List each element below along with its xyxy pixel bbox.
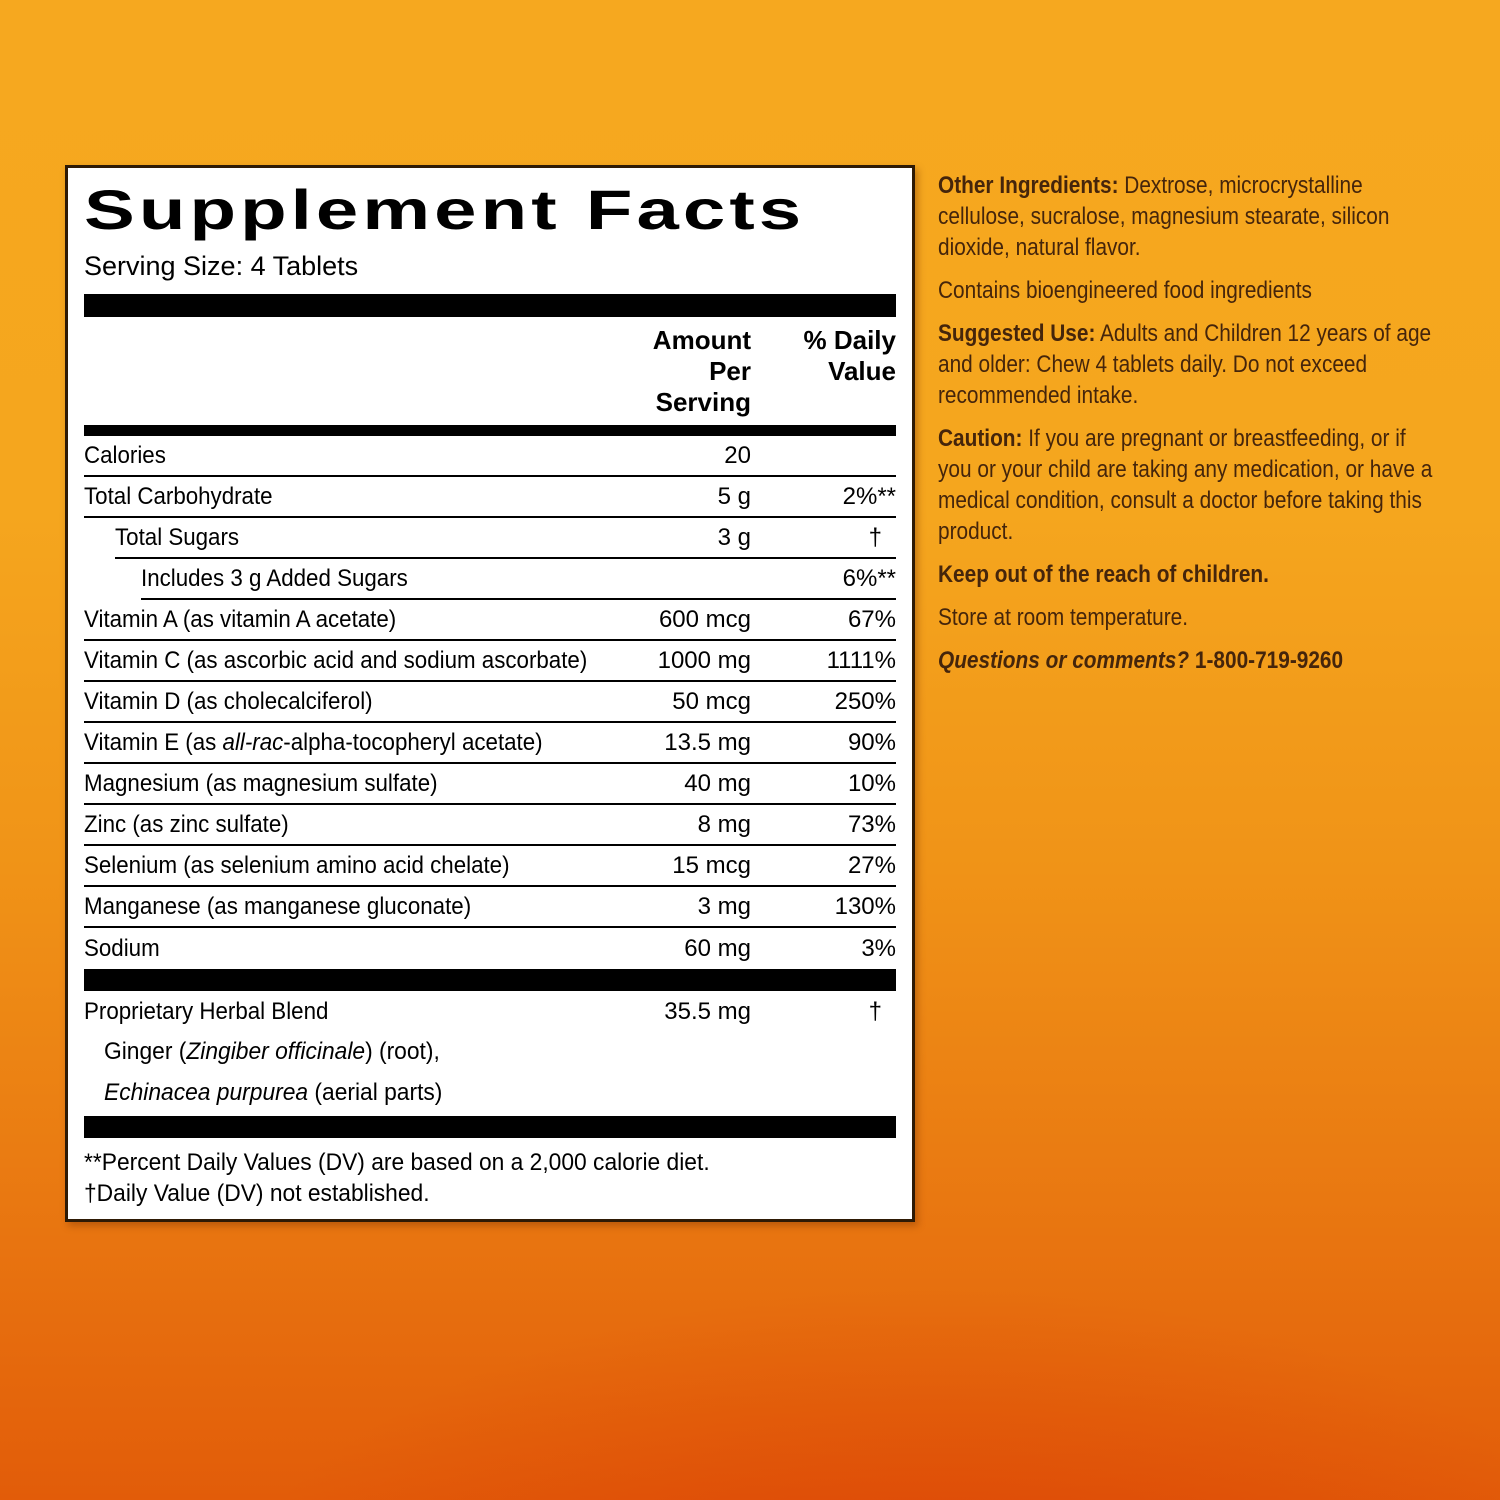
nutrient-label	[84, 888, 588, 926]
text-segment: Ginger (	[104, 1038, 187, 1065]
nutrient-label	[84, 683, 588, 721]
nutrient-label	[141, 560, 592, 598]
nutrient-amount: 5 g	[717, 482, 751, 510]
nutrient-row	[84, 436, 896, 477]
text-segment: Vitamin C (as ascorbic acid and sodium ascorbate)	[84, 646, 588, 674]
nutrient-amount: 40 mg	[684, 769, 751, 797]
text-segment: Selenium (as selenium amino acid chelate)	[84, 851, 510, 879]
text-segment: Store at room temperature.	[938, 604, 1189, 631]
herbal-ingredient-line	[104, 1032, 856, 1073]
nutrient-label	[84, 993, 588, 1031]
nutrient-amount: 600 mcg	[658, 605, 751, 633]
info-paragraph	[938, 275, 1436, 306]
nutrient-amount: 50 mcg	[672, 687, 751, 715]
serving-size: Serving Size: 4 Tablets	[84, 251, 359, 281]
amount-header-line2: Per Serving	[655, 356, 751, 417]
nutrient-label	[84, 765, 588, 803]
nutrient-row	[84, 477, 896, 518]
text-segment: Sodium	[84, 934, 160, 962]
nutrient-label	[84, 601, 588, 639]
nutrient-daily-value: 10%	[847, 769, 896, 797]
info-paragraph	[938, 318, 1436, 411]
text-segment: 1-800-719-9260	[1189, 647, 1344, 674]
text-segment: Vitamin E (as	[84, 728, 223, 756]
herbal-blend-section	[84, 991, 896, 1114]
info-paragraph	[938, 559, 1436, 590]
text-segment: Proprietary Herbal Blend	[84, 997, 329, 1025]
divider-bar-thick	[84, 969, 896, 991]
text-segment: Suggested Use:	[938, 320, 1096, 347]
nutrient-amount: 20	[724, 441, 751, 469]
nutrient-row	[84, 887, 896, 928]
nutrient-label	[84, 642, 588, 680]
dv-header-line1: % Daily	[803, 325, 896, 355]
text-segment: Questions or comments?	[938, 647, 1190, 674]
nutrient-label	[84, 437, 588, 475]
nutrient-daily-value: 90%	[847, 728, 896, 756]
nutrient-daily-value: 73%	[847, 810, 896, 838]
nutrient-amount: 35.5 mg	[664, 997, 751, 1025]
text-segment: Zingiber officinale	[186, 1038, 366, 1065]
panel-title: Supplement Facts	[84, 178, 806, 241]
divider-bar-thick	[84, 1116, 896, 1138]
nutrient-row	[141, 559, 896, 600]
nutrient-amount: 8 mg	[697, 810, 751, 838]
nutrient-row	[84, 641, 896, 682]
nutrient-label	[115, 519, 590, 557]
nutrient-label	[84, 478, 588, 516]
nutrient-daily-value: 1111%	[826, 646, 896, 674]
amount-column-header	[626, 325, 751, 418]
nutrient-amount: 13.5 mg	[664, 728, 751, 756]
nutrient-row	[84, 600, 896, 641]
nutrient-label	[84, 806, 588, 844]
nutrient-daily-value: †	[868, 523, 882, 551]
info-paragraph	[938, 170, 1436, 263]
info-paragraph	[938, 602, 1436, 633]
text-segment: Adults and Children 12 years of age and older: Chew 4 tablets daily. Do not exceed recommended intake.	[938, 320, 1432, 409]
footnote-percent-dv: **Percent Daily Values (DV) are based on a 2,000 calorie diet.	[84, 1149, 710, 1176]
nutrient-daily-value: 250%	[834, 687, 896, 715]
text-segment: Echinacea purpurea	[104, 1079, 309, 1106]
text-segment: Contains bioengineered food ingredients	[938, 277, 1312, 304]
nutrient-row	[84, 723, 896, 764]
text-segment: Dextrose, microcrystalline cellulose, sucralose, magnesium stearate, silicon dioxide, natural flavor.	[938, 172, 1390, 261]
info-paragraph	[938, 423, 1436, 547]
text-segment: Magnesium (as magnesium sulfate)	[84, 769, 438, 797]
column-headers	[84, 325, 896, 418]
text-segment: Zinc (as zinc sulfate)	[84, 810, 289, 838]
text-segment: Manganese (as manganese gluconate)	[84, 892, 472, 920]
spacer	[84, 325, 626, 418]
nutrient-amount: 15 mcg	[672, 851, 751, 879]
nutrient-label	[84, 847, 588, 885]
nutrient-daily-value: 3%	[861, 934, 896, 962]
herbal-ingredient-line	[104, 1073, 856, 1114]
footnotes	[84, 1147, 896, 1209]
text-segment: (aerial parts)	[308, 1079, 443, 1106]
text-segment: Caution:	[938, 425, 1023, 452]
nutrient-daily-value: 130%	[834, 892, 896, 920]
daily-value-column-header	[751, 325, 896, 418]
nutrient-daily-value: 67%	[847, 605, 896, 633]
divider-bar-thick	[84, 294, 896, 317]
info-paragraph	[938, 645, 1436, 676]
text-segment: Other Ingredients:	[938, 172, 1119, 199]
text-segment: ) (root),	[365, 1038, 440, 1065]
info-column	[938, 170, 1436, 688]
amount-header-line1: Amount	[652, 325, 751, 355]
nutrient-label	[84, 724, 588, 762]
nutrient-amount: 60 mg	[684, 934, 751, 962]
nutrient-row	[115, 518, 896, 559]
nutrient-row	[84, 928, 896, 969]
footnote-dagger: †Daily Value (DV) not established.	[84, 1180, 430, 1207]
nutrient-row	[84, 764, 896, 805]
nutrient-row	[84, 682, 896, 723]
text-segment: Total Carbohydrate	[84, 482, 273, 510]
text-segment: Total Sugars	[115, 523, 240, 551]
nutrient-daily-value: 6%**	[842, 564, 896, 592]
text-segment: Vitamin A (as vitamin A acetate)	[84, 605, 397, 633]
nutrient-amount: 3 mg	[697, 892, 751, 920]
text-segment: Keep out of the reach of children.	[938, 561, 1269, 588]
divider-bar-medium	[84, 425, 896, 436]
nutrient-daily-value: 2%**	[842, 482, 896, 510]
nutrient-label	[84, 930, 588, 968]
text-segment: If you are pregnant or breastfeeding, or if you or your child are taking any medication, or have a medical condition, consult a doctor before taking this product.	[938, 425, 1433, 545]
nutrient-amount: 3 g	[717, 523, 751, 551]
dv-header-line2: Value	[828, 356, 896, 386]
text-segment: Includes 3 g Added Sugars	[141, 564, 408, 592]
nutrient-table	[84, 436, 896, 969]
text-segment: Vitamin D (as cholecalciferol)	[84, 687, 373, 715]
text-segment: Calories	[84, 441, 166, 469]
nutrient-amount: 1000 mg	[657, 646, 751, 674]
text-segment: all-rac	[222, 728, 284, 756]
nutrient-row	[84, 991, 896, 1032]
supplement-facts-panel	[65, 165, 915, 1222]
nutrient-daily-value: 27%	[847, 851, 896, 879]
nutrient-row	[84, 846, 896, 887]
nutrient-daily-value: †	[868, 997, 882, 1025]
nutrient-row	[84, 805, 896, 846]
text-segment: -alpha-tocopheryl acetate)	[283, 728, 543, 756]
